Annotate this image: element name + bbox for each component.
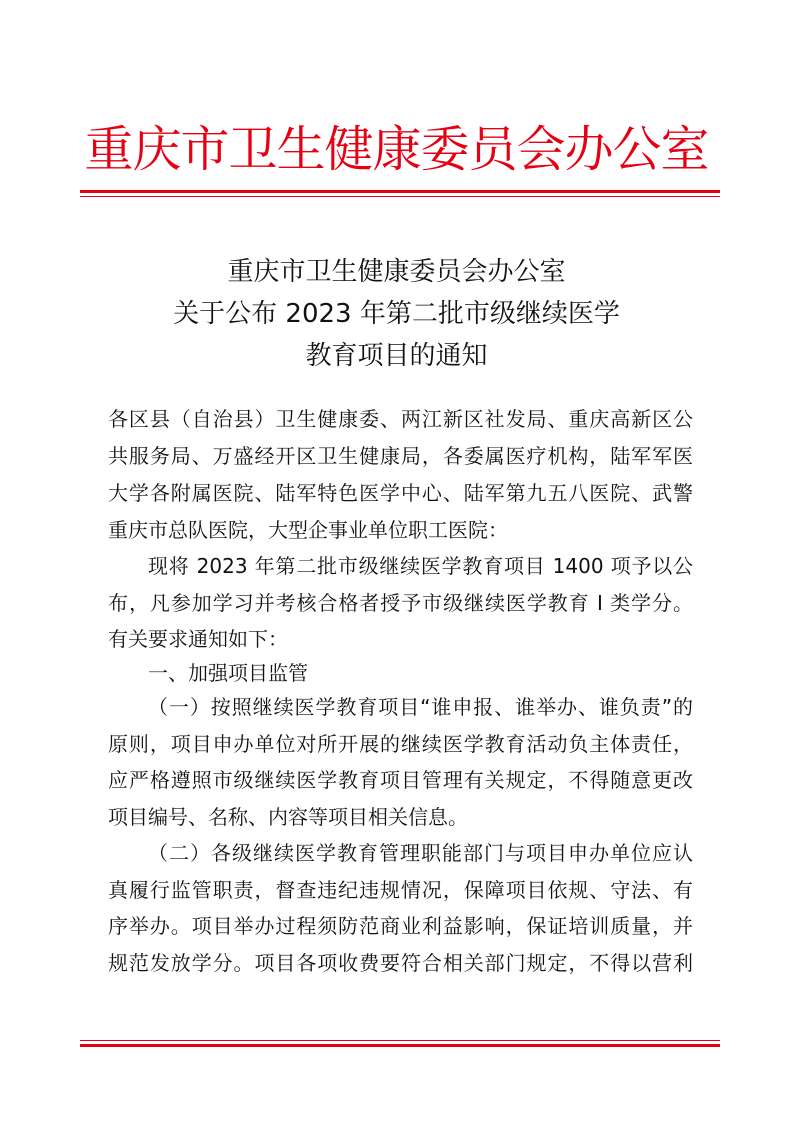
footer-divider-thin xyxy=(80,1040,720,1041)
item-1-line-3: 应严格遵照市级继续医学教育项目管理有关规定，不得随意更改 xyxy=(108,768,693,792)
title-line-2: 关于公布 2023 年第二批市级继续医学 xyxy=(173,299,620,329)
item-2-line-2: 真履行监管职责，督查违纪违规情况，保障项目依规、守法、有 xyxy=(108,878,693,902)
item-2-line-3: 序举办。项目举办过程须防范商业利益影响，保证培训质量，并 xyxy=(108,914,693,938)
intro-line-1: 现将 2023 年第二批市级继续医学教育项目 1400 项予以公 xyxy=(148,554,693,578)
section-heading: 一、加强项目监管 xyxy=(148,661,308,685)
title-line-1: 重庆市卫生健康委员会办公室 xyxy=(227,257,566,287)
header-divider-thick xyxy=(80,190,720,193)
item-1-line-1: （一）按照继续医学教育项目“谁申报、谁举办、谁负责”的 xyxy=(148,695,693,719)
intro-line-2: 布，凡参加学习并考核合格者授予市级继续医学教育 I 类学分。 xyxy=(108,591,693,615)
recipients-line-2: 共服务局、万盛经开区卫生健康局，各委属医疗机构，陆军军医 xyxy=(108,444,693,468)
title-line-3: 教育项目的通知 xyxy=(305,341,488,371)
recipients-line-3: 大学各附属医院、陆军特色医学中心、陆军第九五八医院、武警 xyxy=(108,481,693,505)
footer-divider-thick xyxy=(80,1044,720,1047)
letterhead-title: 重庆市卫生健康委员会办公室 xyxy=(84,121,709,178)
item-1-line-4: 项目编号、名称、内容等项目相关信息。 xyxy=(108,805,468,829)
intro-line-3: 有关要求通知如下： xyxy=(108,627,288,651)
recipients-line-1: 各区县（自治县）卫生健康委、两江新区社发局、重庆高新区公 xyxy=(108,407,693,431)
item-1-line-2: 原则，项目申办单位对所开展的继续医学教育活动负主体责任， xyxy=(108,732,693,756)
item-2-line-1: （二）各级继续医学教育管理职能部门与项目申办单位应认 xyxy=(148,841,693,865)
item-2-line-4: 规范发放学分。项目各项收费要符合相关部门规定，不得以营利 xyxy=(108,951,693,975)
recipients-line-4: 重庆市总队医院，大型企事业单位职工医院： xyxy=(108,518,508,542)
header-divider-thin xyxy=(80,196,720,197)
